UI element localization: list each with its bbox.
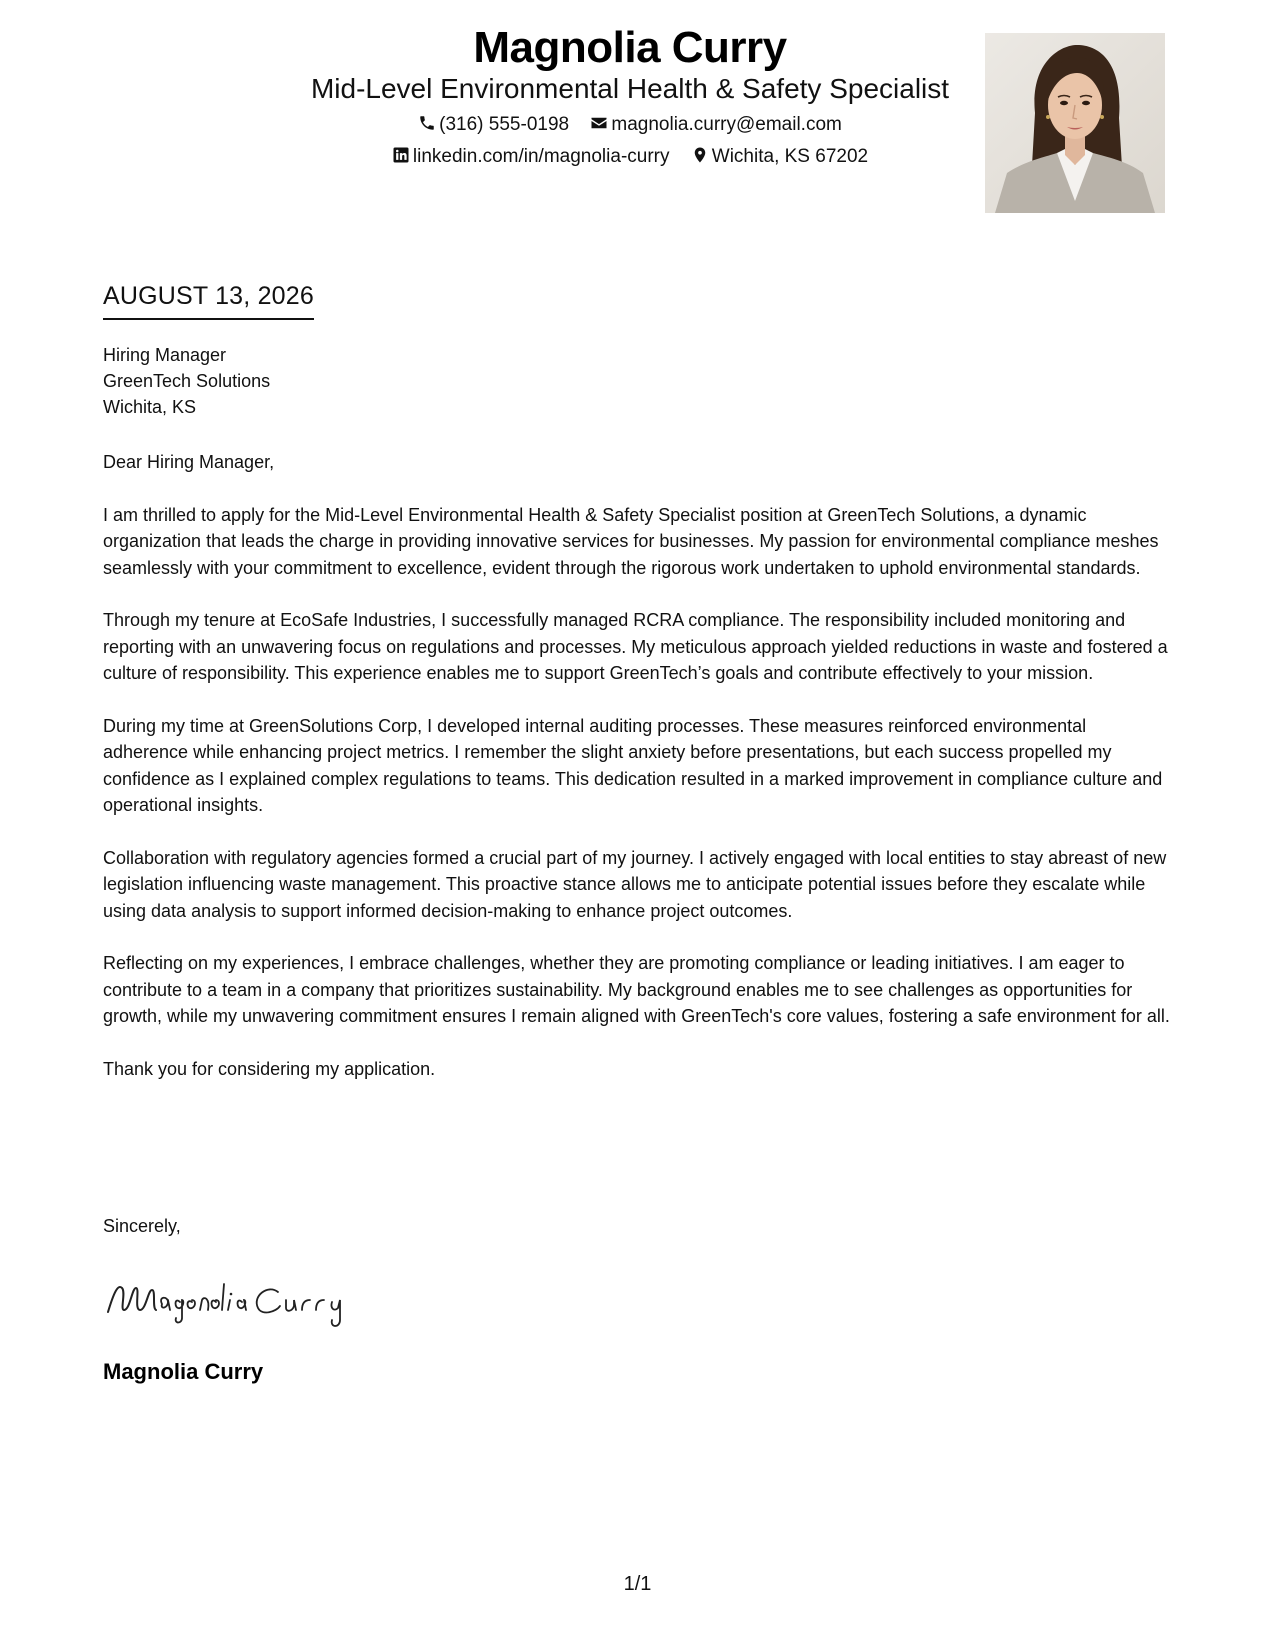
signer-name: Magnolia Curry [103,1359,264,1384]
closing: Sincerely, [103,1216,181,1236]
location-contact [691,145,868,169]
contact-row-primary [230,113,1030,137]
phone-icon [418,114,436,132]
body-paragraph: Collaboration with regulatory agencies formed a crucial part of my journey. I actively engaged with local entities to stay abreast of new legislation influencing waste management. This proactive stance allows me to anticipate potential issues before they escalate while using data analysis to support informed decision-making to enhance project outcomes. [103,847,1167,921]
body-paragraph: I am thrilled to apply for the Mid-Level Environmental Health & Safety Specialist position at GreenTech Solutions, a dynamic organization that leads the charge in providing innovative services for businesses. My passion for environmental compliance meshes seamlessly with your commitment to excellence, evident through the rigorous work undertaken to uphold environmental standards. [103,504,1159,578]
email-contact[interactable] [590,113,841,137]
applicant-name: Magnolia Curry [473,23,787,72]
linkedin-url: linkedin.com/in/magnolia-curry [412,146,670,167]
email-address: magnolia.curry@email.com [611,114,842,135]
recipient-title: Hiring Manager [103,345,227,365]
linkedin-contact[interactable] [392,145,670,169]
phone-number: (316) 555-0198 [439,114,570,135]
phone-contact[interactable] [418,113,569,137]
handwritten-signature [100,1262,380,1342]
map-marker-icon [691,146,709,164]
recipient-block [103,342,270,420]
page-number: 1/1 [623,1573,652,1595]
location-text: Wichita, KS 67202 [711,146,869,167]
body-paragraph: Reflecting on my experiences, I embrace challenges, whether they are promoting compliance or leading initiatives. I am eager to contribute to a team in a company that prioritizes sustainability. My background enables me to see challenges as opportunities for growth, while my unwavering commitment ensures I remain aligned with GreenTech's core values, fostering a safe environment for all. [103,953,1170,1026]
envelope-icon [590,114,608,132]
letter-date: AUGUST 13, 2026 [103,280,314,320]
letter-body [103,449,1173,1108]
contact-row-secondary [230,145,1030,169]
body-paragraph: During my time at GreenSolutions Corp, I developed internal auditing processes. These measures reinforced environmental adherence while enhancing project metrics. I remember the slight anxiety before presentations, but each success propelled my confidence as I explained complex regulations to teams. This dedication resulted in a marked improvement in compliance culture and operational insights. [103,715,1163,815]
body-paragraph: Thank you for considering my application. [103,1058,436,1079]
job-title: Mid-Level Environmental Health & Safety Specialist [310,73,950,104]
recipient-company: GreenTech Solutions [103,371,271,391]
recipient-location: Wichita, KS [103,397,197,417]
linkedin-icon [392,146,410,164]
body-paragraph: Through my tenure at EcoSafe Industries, I successfully managed RCRA compliance. The responsibility included monitoring and reporting with an unwavering focus on regulations and processes. My meticulous approach yielded reductions in waste and fostered a culture of responsibility. This experience enables me to support GreenTech’s goals and contribute effectively to your mission. [103,610,1168,683]
letter-header [0,0,1275,230]
salutation: Dear Hiring Manager, [103,452,275,472]
profile-photo [985,33,1165,213]
